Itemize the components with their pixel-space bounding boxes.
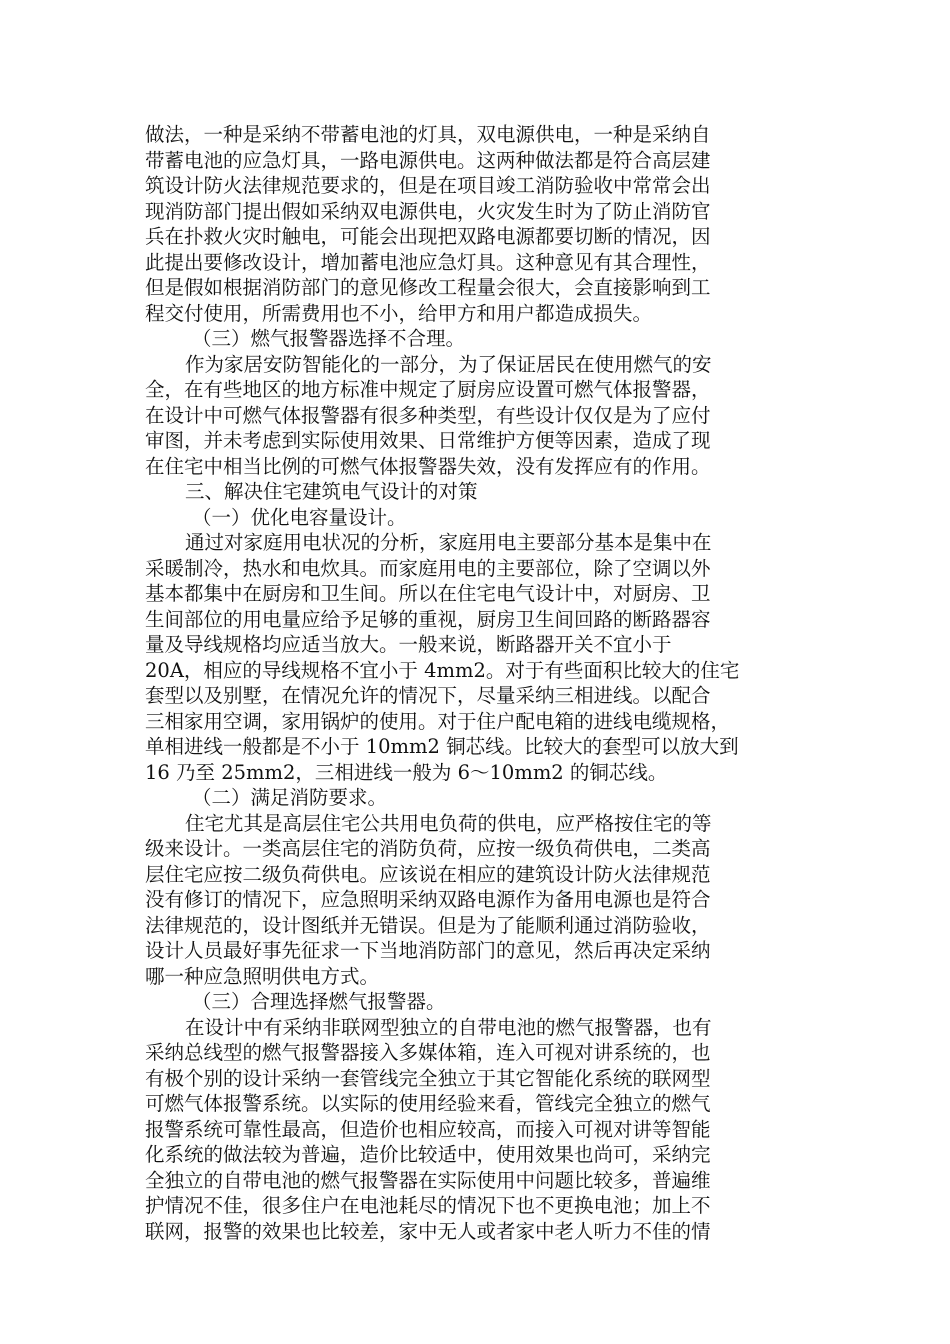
text-line: 作为家居安防智能化的一部分，为了保证居民在使用燃气的安 [185,352,712,376]
text-line: 在住宅中相当比例的可燃气体报警器失效，没有发挥应有的作用。 [145,454,711,478]
text-line: 程交付使用，所需费用也不小，给甲方和用户都造成损失。 [145,301,653,325]
text-line: 层住宅应按二级负荷供电。应该说在相应的建筑设计防火法律规范 [145,862,711,886]
text-line: 在设计中有采纳非联网型独立的自带电池的燃气报警器，也有 [185,1015,712,1039]
text-line: 但是假如根据消防部门的意见修改工程量会很大，会直接影响到工 [145,276,711,299]
text-line: 做法，一种是采纳不带蓄电池的灯具，双电源供电，一种是采纳自 [145,123,711,146]
text-line: 通过对家庭用电状况的分析，家庭用电主要部分基本是集中在 [185,531,712,554]
text-line: 有极个别的设计采纳一套管线完全独立于其它智能化系统的联网型 [145,1066,711,1090]
text-line: 在设计中可燃气体报警器有很多种类型，有些设计仅仅是为了应付 [145,403,711,427]
text-line: 此提出要修改设计，增加蓄电池应急灯具。这种意见有其合理性， [145,250,711,274]
text-line: 设计人员最好事先征求一下当地消防部门的意见，然后再决定采纳 [145,939,711,962]
text-line: （一）优化电容量设计。 [192,505,407,529]
text-line: 级来设计。一类高层住宅的消防负荷，应按一级负荷供电，二类高 [145,837,711,860]
text-line: 哪一种应急照明供电方式。 [145,964,380,988]
text-line: 住宅尤其是高层住宅公共用电负荷的供电，应严格按住宅的等 [185,811,712,835]
text-line: （二）满足消防要求。 [192,786,388,809]
text-line: 筑设计防火法律规范要求的，但是在项目竣工消防验收中常常会出 [145,174,711,197]
text-line: 采纳总线型的燃气报警器接入多媒体箱，连入可视对讲系统的，也 [145,1041,711,1064]
text-line: 法律规范的，设计图纸并无错误。但是为了能顺利通过消防验收， [145,913,711,937]
text-line: 20A，相应的导线规格不宜小于 4mm2。对于有些面积比较大的住宅 [145,658,740,682]
text-line: 三、解决住宅建筑电气设计的对策 [185,480,478,503]
text-line: 审图，并未考虑到实际使用效果、日常维护方便等因素，造成了现 [145,429,711,452]
text-line: （三）合理选择燃气报警器。 [192,990,446,1013]
text-line: 护情况不佳，很多住户在电池耗尽的情况下也不更换电池；加上不 [145,1194,711,1217]
text-line: （三）燃气报警器选择不合理。 [192,327,466,350]
text-line: 16 乃至 25mm2，三相进线一般为 6～10mm2 的铜芯线。 [145,760,668,784]
text-line: 三相家用空调，家用锅炉的使用。对于住户配电箱的进线电缆规格， [145,709,731,733]
text-line: 联网，报警的效果也比较差，家中无人或者家中老人听力不佳的情 [145,1219,711,1243]
text-line: 兵在扑救火灾时触电，可能会出现把双路电源都要切断的情况，因 [145,225,711,248]
text-line: 化系统的做法较为普遍，造价比较适中，使用效果也尚可，采纳完 [145,1143,711,1166]
text-line: 量及导线规格均应适当放大。一般来说，断路器开关不宜小于 [145,633,672,656]
text-line: 套型以及别墅，在情况允许的情况下，尽量采纳三相进线。以配合 [145,684,711,707]
text-line: 可燃气体报警系统。以实际的使用经验来看，管线完全独立的燃气 [145,1092,711,1115]
text-line: 带蓄电池的应急灯具，一路电源供电。这两种做法都是符合高层建 [145,148,711,172]
text-line: 全独立的自带电池的燃气报警器在实际使用中问题比较多，普遍维 [145,1168,711,1192]
text-line: 报警系统可靠性最高，但造价也相应较高，而接入可视对讲等智能 [145,1117,711,1141]
text-line: 全，在有些地区的地方标准中规定了厨房应设置可燃气体报警器， [145,378,711,401]
text-line: 现消防部门提出假如采纳双电源供电，火灾发生时为了防止消防官 [145,199,711,223]
text-line: 基本都集中在厨房和卫生间。所以在住宅电气设计中，对厨房、卫 [145,582,711,605]
text-line: 生间部位的用电量应给予足够的重视，厨房卫生间回路的断路器容 [145,607,711,631]
text-line: 单相进线一般都是不小于 10mm2 铜芯线。比较大的套型可以放大到 [145,735,739,758]
text-line: 采暖制冷，热水和电炊具。而家庭用电的主要部位，除了空调以外 [145,556,711,580]
text-line: 没有修订的情况下，应急照明采纳双路电源作为备用电源也是符合 [145,888,711,911]
document-page [145,122,805,1244]
